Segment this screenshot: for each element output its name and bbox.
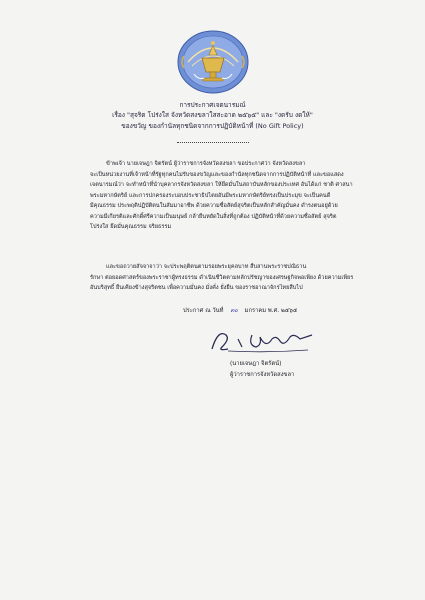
date-month-year: มกราคม พ.ศ. ๒๕๖๕ — [244, 308, 298, 314]
paragraph-line: รักษา ต่อยอดศาสตร์ของพระราชาผู้ทรงธรรม ดำเนินชีวิตตามหลักปรัชญาของเศรษฐกิจพอเพียง ด้วยความเพียร — [90, 274, 354, 281]
signer-position: ผู้ว่าราชการจังหวัดสงขลา — [230, 372, 295, 378]
paragraph-line: เจตนารมณ์ว่า จะทำหน้าที่นำบุคลากรจังหวัดสงขลา ให้ยึดมั่นในสถาบันหลักของประเทศ อันได้แก่ ชาติ ศาสนา — [90, 182, 353, 188]
date-prefix: ประกาศ ณ วันที่ — [183, 308, 224, 314]
body-paragraph-1 — [90, 159, 370, 233]
paragraph-line: จะเป็นหน่วยงานที่เจ้าหน้าที่รัฐทุกคนไม่รับของขวัญและของกำนัลทุกชนิดจากการปฏิบัติหน้าที่ และขอแสดง — [90, 171, 344, 178]
paragraph-line: และขอถวายสัจจาจาว่า จะประพฤติตนตามรอยพระยุคลบาท สืบสานพระราชปณิธาน — [106, 264, 307, 270]
signer-block — [230, 359, 294, 381]
announcement-title: การประกาศเจตนารมณ์ — [179, 101, 246, 109]
signer-name: (นายเจษฎา จิตรัตน์) — [230, 361, 282, 367]
paragraph-line: ข้าพเจ้า นายเจษฎา จิตรัตน์ ผู้ว่าราชการจังหวัดสงขลา ขอประกาศว่า จังหวัดสงขลา — [106, 161, 306, 167]
paragraph-line: พระมหากษัตริย์ และการปกครองระบอบประชาธิปไตยอันมีพระมหากษัตริย์ทรงเป็นประมุข จะเป็นคนดี — [90, 192, 331, 199]
announcement-subject-line-2: ของขวัญ ของกำนัลทุกชนิดจากการปฏิบัติหน้าที่ (No Gift Policy) — [121, 122, 304, 130]
paragraph-line: มีคุณธรรม ประพฤติปฏิบัติตนในสัมมาอาชีพ ด้วยความซื่อสัตย์สุจริตเป็นหลักสำคัญมั่นคง ดำรงตนอยู่ด้วย — [90, 203, 338, 209]
paragraph-line: อันบริสุทธิ์ ยืนเคียงข้างสุจริตชน เพื่อความมั่นคง มั่งคั่ง ยั่งยืน ของราชอาณาจักรไทยสืบไป — [90, 285, 303, 291]
provincial-seal-icon — [176, 28, 250, 94]
announcement-subject-line-1: เรื่อง "สุจริต โปร่งใส จังหวัดสงขลาใสสะอาด ๒๕๖๕" และ "งดรับ งดให้" — [112, 111, 313, 119]
date-line — [183, 305, 297, 315]
paragraph-line: โปร่งใส ยึดมั่นคุณธรรม จริยธรรม — [90, 224, 172, 230]
title-divider — [177, 142, 249, 143]
handwritten-signature — [208, 325, 318, 355]
body-paragraph-2 — [90, 262, 370, 294]
date-day: ๓๐ — [230, 308, 238, 314]
paragraph-line: ความมีเกียรติและศักดิ์ศรีความเป็นมนุษย์ กล้ายืนหยัดในสิ่งที่ถูกต้อง ปฏิบัติหน้าที่ด้วยความซื่อสัตย์ สุจริต — [90, 213, 337, 220]
